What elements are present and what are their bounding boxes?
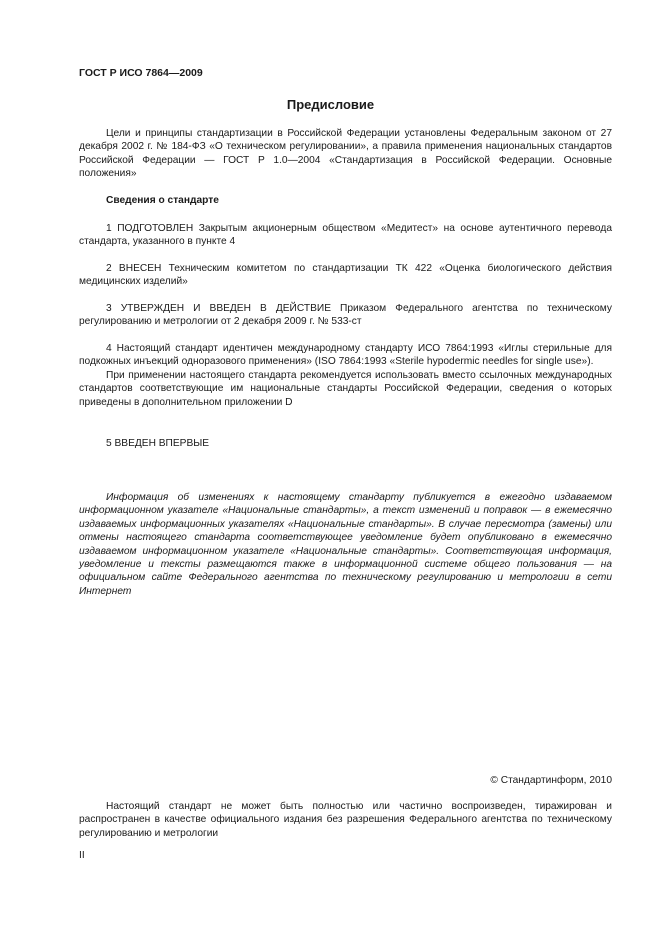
rights-notice	[79, 800, 612, 840]
intro-text: Цели и принципы стандартизации в Российской Федерации установлены Федеральным законом от 27 декабря 2002 г. № 184-ФЗ «О техническом регулировании», а правила применения национальных стандартов Российской Федерации — ГОСТ Р 1.0—2004 «Стандартизация в Российской Федерации. Основные положения»	[79, 128, 612, 180]
item-4-text: 4 Настоящий стандарт идентичен международному стандарту ИСО 7864:1993 «Иглы стерильные для подкожных инъекций одноразового применения» (ISO 7864:1993 «Sterile hypodermic needles for single use»).	[79, 343, 612, 368]
item-2	[79, 262, 612, 289]
rights-notice-text: Настоящий стандарт не может быть полностью или частично воспроизведен, тиражирован и распространен в качестве официального издания без разрешения Федерального агентства по техническому регулированию и метрологии	[79, 801, 612, 839]
intro-paragraph	[79, 127, 612, 181]
changes-info-text: Информация об изменениях к настоящему стандарту публикуется в ежегодно издаваемом информационном указателе «Национальные стандарты», а текст изменений и поправок — в ежемесячно издаваемых информационных указателях «Национальные стандарты». В случае пересмотра (замены) или отмены настоящего стандарта соответствующее уведомление будет опубликовано в ежемесячно издаваемом информационном указателе «Национальные стандарты». Соответствующая информация, уведомление и тексты размещаются также в информационной системе общего пользования — на официальном сайте Федерального агентства по техническому регулированию и метрологии в сети Интернет	[79, 492, 612, 597]
item-3	[79, 302, 612, 329]
item-2-text: 2 ВНЕСЕН Техническим комитетом по стандартизации ТК 422 «Оценка биологического действия медицинских изделий»	[79, 263, 612, 288]
item-4-note: При применении настоящего стандарта рекомендуется использовать вместо ссылочных международных стандартов соответствующие им национальные стандарты Российской Федерации, сведения о которых приведены в дополнительном приложении D	[79, 369, 612, 408]
item-1-text: 1 ПОДГОТОВЛЕН Закрытым акционерным обществом «Медитест» на основе аутентичного перевода стандарта, указанного в пункте 4	[79, 223, 612, 248]
changes-info	[79, 491, 612, 598]
item-3-text: 3 УТВЕРЖДЕН И ВВЕДЕН В ДЕЙСТВИЕ Приказом Федерального агентства по техническому регулированию и метрологии от 2 декабря 2009 г. № 533-ст	[79, 303, 612, 328]
item-5-text: 5 ВВЕДЕН ВПЕРВЫЕ	[106, 438, 210, 449]
document-header: ГОСТ Р ИСО 7864—2009	[79, 67, 203, 79]
item-5	[79, 437, 612, 450]
section-heading-text: Сведения о стандарте	[106, 195, 219, 206]
section-heading	[79, 194, 612, 207]
item-1	[79, 222, 612, 249]
copyright: © Стандартинформ, 2010	[490, 775, 612, 786]
page-title: Предисловие	[286, 97, 375, 112]
item-4	[79, 342, 612, 409]
page-number: II	[79, 850, 85, 861]
